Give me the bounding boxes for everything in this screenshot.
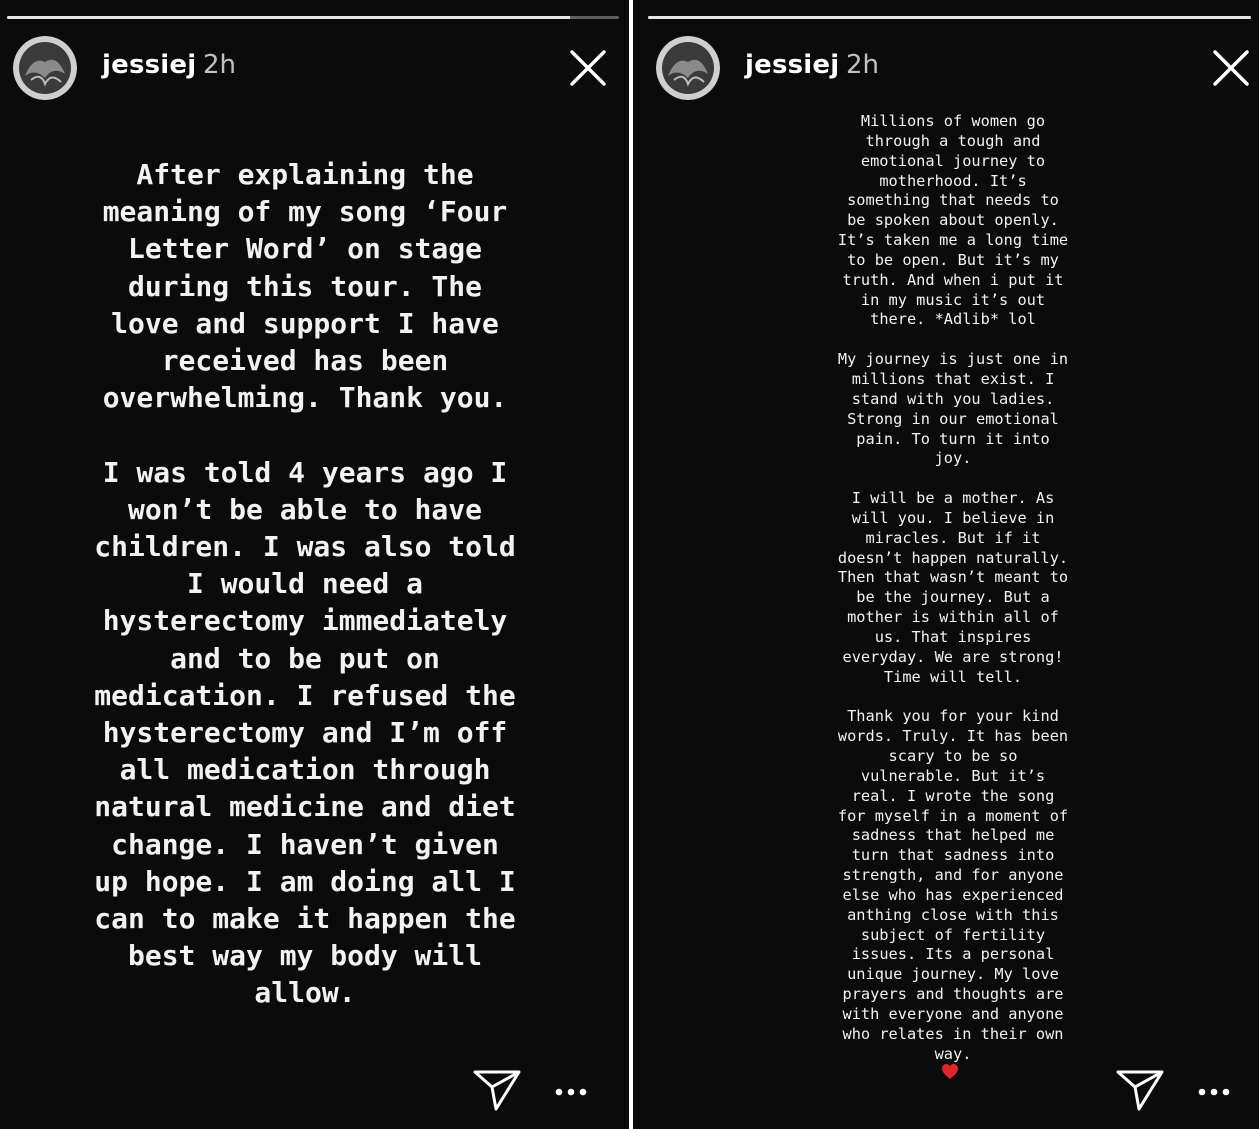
more-icon [553, 1085, 593, 1099]
username[interactable]: jessiej [745, 50, 840, 80]
more-button[interactable] [553, 1084, 593, 1098]
close-button[interactable] [1211, 48, 1251, 88]
story-progress-bar [648, 16, 1251, 19]
avatar[interactable] [13, 36, 77, 100]
more-button[interactable] [1196, 1084, 1236, 1098]
more-icon [1196, 1085, 1236, 1099]
send-button[interactable] [1115, 1068, 1165, 1112]
username[interactable]: jessiej [102, 50, 197, 80]
story-progress-bar [7, 16, 619, 19]
close-button[interactable] [568, 48, 608, 88]
story-progress-fill [648, 16, 1251, 19]
post-time: 2h [846, 50, 880, 80]
story-text: After explaining the meaning of my song ‘Four Letter Word’ on stage during this tour. The love and support I have received has been overwhelming. Thank you. I was told 4 years ago I won’t be able to have children. I was also told I would need a hysterectomy immediately and to be put on medication. I refused the hysterectomy and I’m off all medication through natural medicine and diet change. I haven’t given up hope. I am doing all I can to make it happen the best way my body will allow. [94, 158, 516, 1010]
post-time: 2h [203, 50, 237, 80]
send-icon [472, 1068, 522, 1112]
story-panel-right[interactable] [633, 0, 1259, 1129]
heart-emoji-icon [941, 1063, 959, 1081]
avatar-image [13, 36, 77, 100]
send-icon [1115, 1068, 1165, 1112]
story-panel-left[interactable] [0, 0, 629, 1129]
avatar-image [656, 36, 720, 100]
send-button[interactable] [472, 1068, 522, 1112]
close-icon [568, 48, 608, 88]
story-text: Millions of women go through a tough and emotional journey to motherhood. It’s something that needs to be spoken about openly. It’s taken me a long time to be open. But it’s my truth. And when i put it in my music it’s out there. *Adlib* lol My journey is just one in millions that exist. I stand with you ladies. Strong in our emotional pain. To turn it into joy. I will be a mother. As will you. I believe in miracles. But if it doesn’t happen naturally. Then that wasn’t meant to be the journey. But a mother is within all of us. That inspires everyday. We are strong! Time will tell. Thank you for your kind words. Truly. It has been scary to be so vulnerable. But it’s real. I wrote the song for myself in a moment of sadness that helped me turn that sadness into strength, and for anyone else who has experienced anthing close with this subject of fertility issues. Its a personal unique journey. My love prayers and thoughts are with everyone and anyone who relates in their own way. [837, 112, 1069, 1063]
story-progress-fill [7, 16, 570, 19]
close-icon [1211, 48, 1251, 88]
avatar[interactable] [656, 36, 720, 100]
